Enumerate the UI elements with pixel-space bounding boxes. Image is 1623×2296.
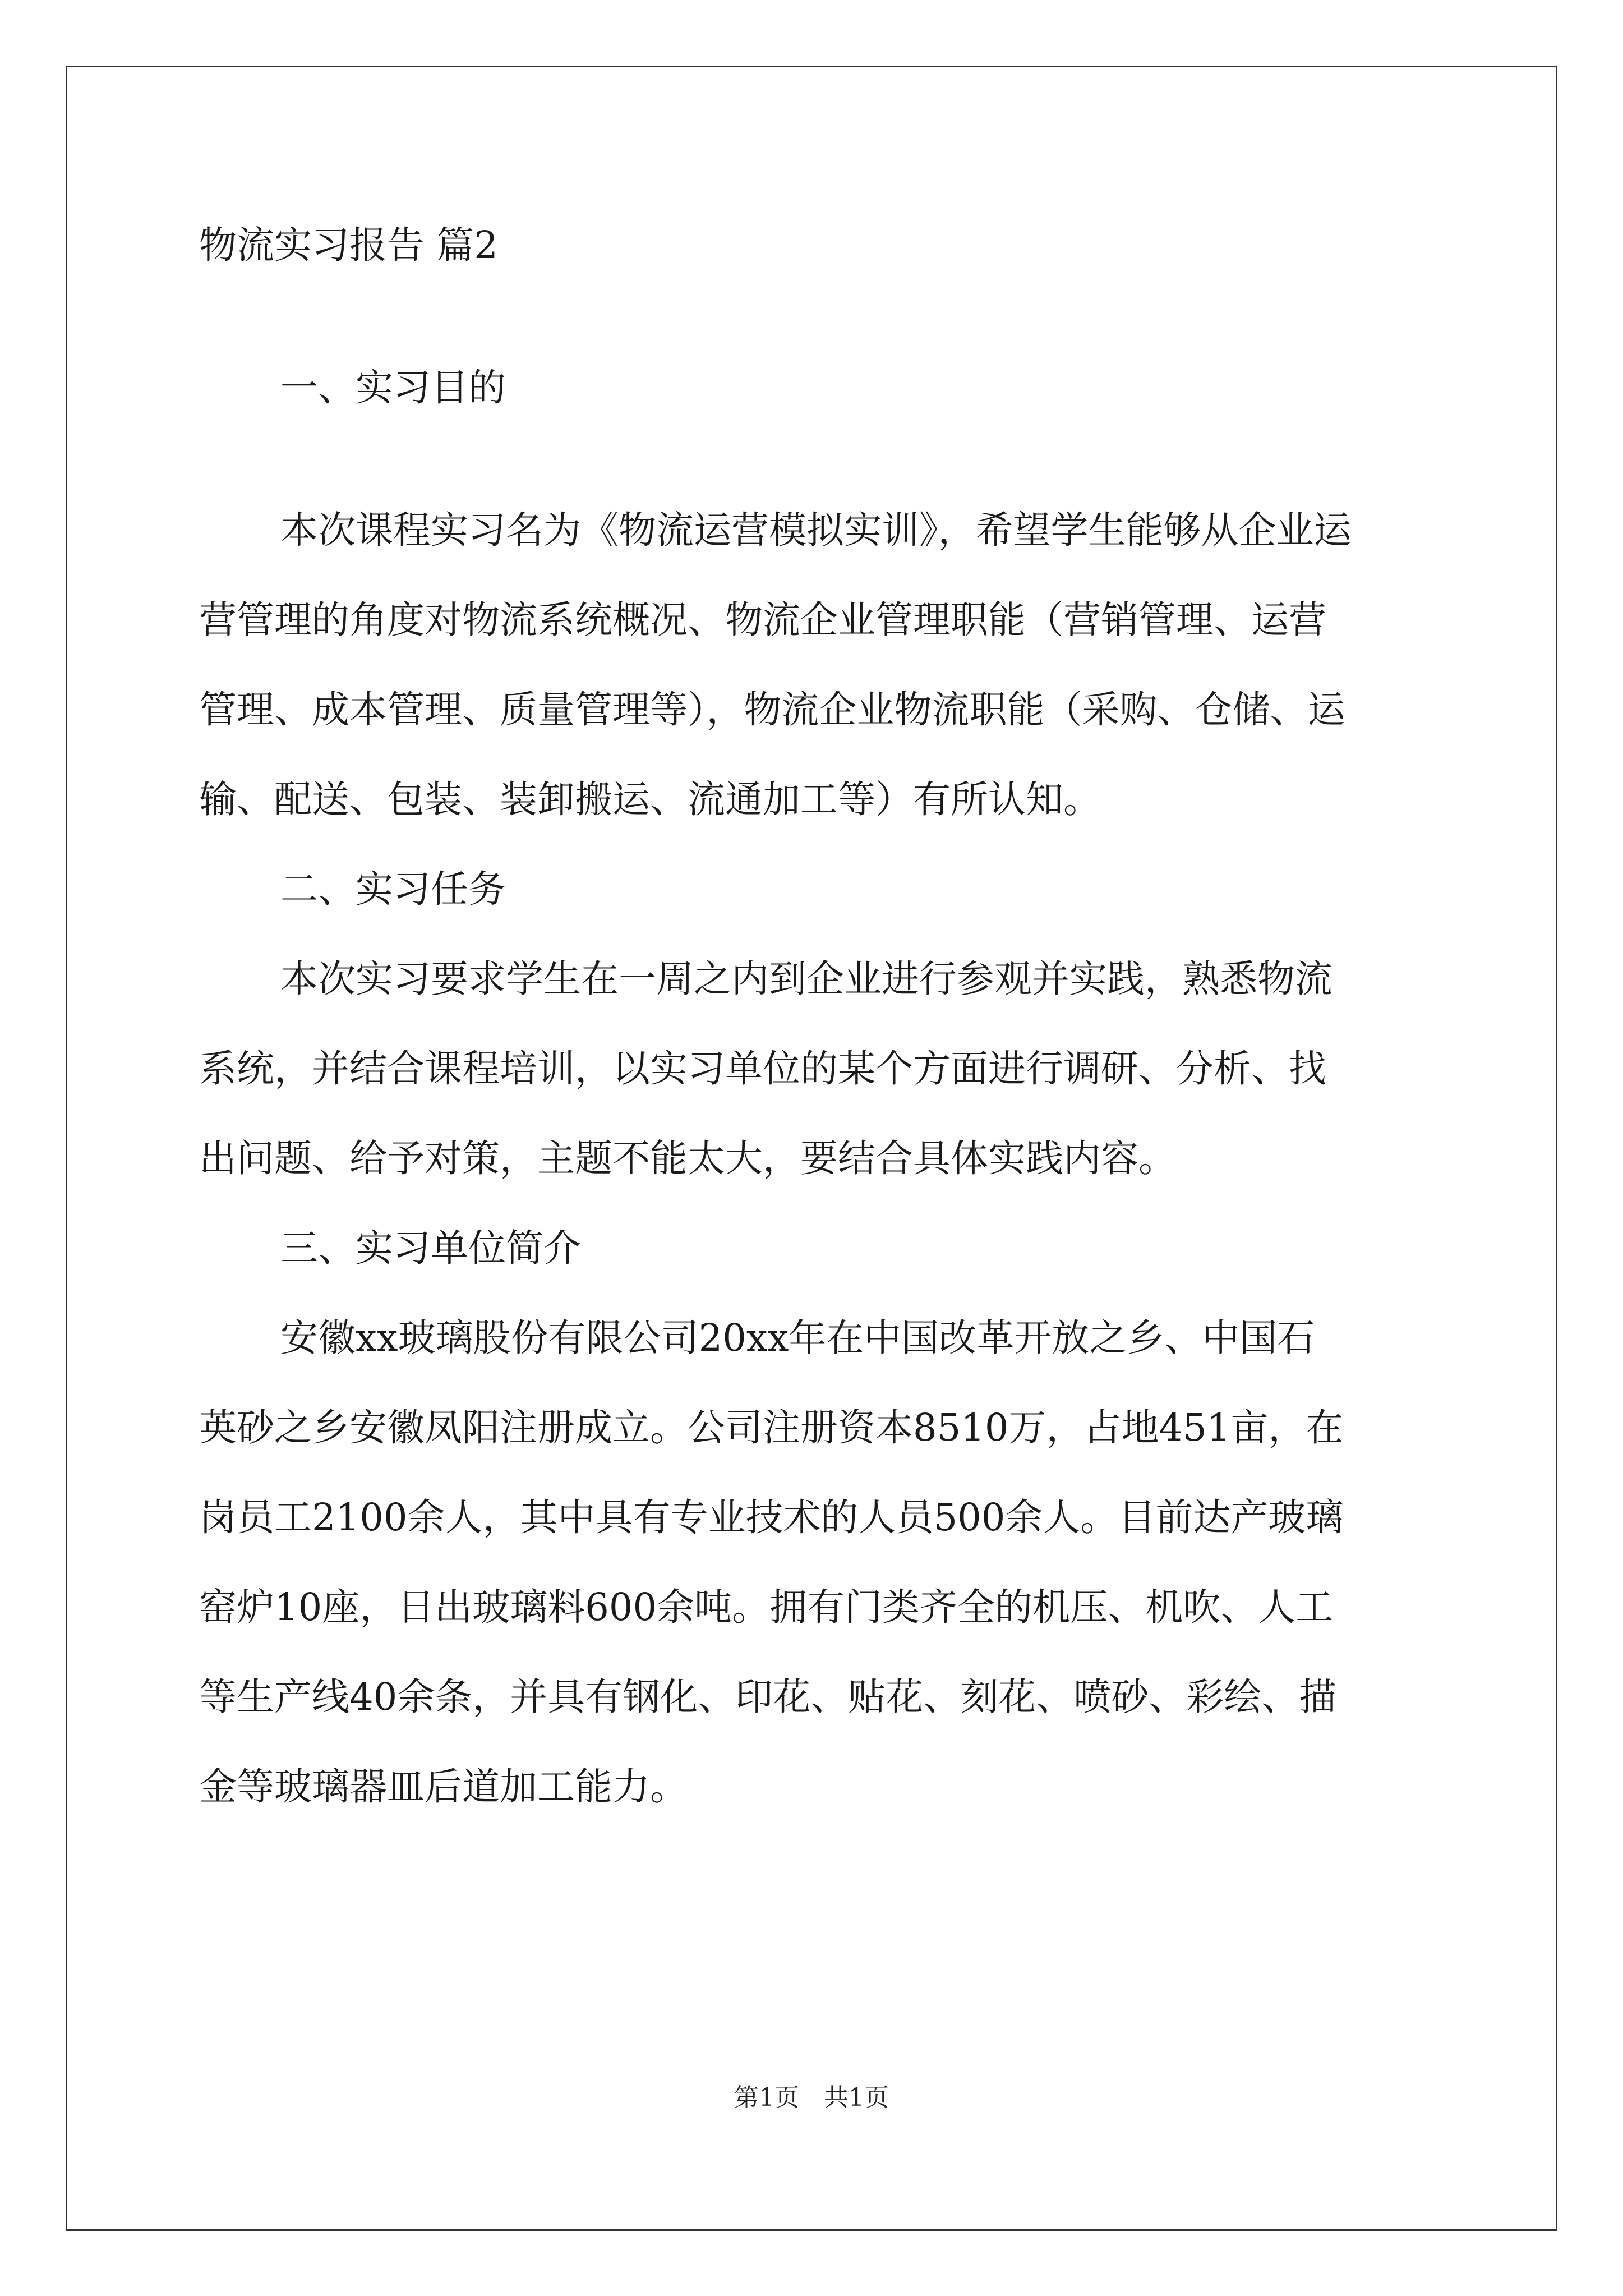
section-paragraph <box>199 950 1427 1188</box>
document-title: 物流实习报告 篇2 <box>199 223 498 267</box>
paragraph-line: 出问题、给予对策，主题不能太大，要结合具体实践内容。 <box>199 1137 1176 1180</box>
page-footer: 第1页 共1页 <box>734 2083 889 2112</box>
section-paragraph <box>199 1309 1427 1816</box>
paragraph-line: 本次实习要求学生在一周之内到企业进行参观并实践，熟悉物流 <box>280 957 1332 1001</box>
paragraph-line: 等生产线40余条，并具有钢化、印花、贴花、刻花、喷砂、彩绘、描 <box>199 1675 1337 1719</box>
paragraph-line: 安徽xx玻璃股份有限公司20xx年在中国改革开放之乡、中国石 <box>280 1316 1315 1360</box>
section-heading: 一、实习目的 <box>280 366 506 409</box>
paragraph-line: 本次课程实习名为《物流运营模拟实训》，希望学生能够从企业运 <box>280 508 1352 552</box>
paragraph-line: 窑炉10座，日出玻璃料600余吨。拥有门类齐全的机压、机吹、人工 <box>199 1585 1334 1629</box>
paragraph-line: 管理、成本管理、质量管理等），物流企业物流职能（采购、仓储、运 <box>199 688 1345 731</box>
paragraph-line: 输、配送、包装、装卸搬运、流通加工等）有所认知。 <box>199 777 1101 821</box>
document-body <box>199 216 1427 1816</box>
paragraph-line: 英砂之乡安徽凤阳注册成立。公司注册资本8510万，占地451亩，在 <box>199 1406 1344 1450</box>
paragraph-line: 营管理的角度对物流系统概况、物流企业管理职能（营销管理、运营 <box>199 598 1326 642</box>
section-paragraph <box>199 501 1427 829</box>
section-heading: 二、实习任务 <box>280 867 506 911</box>
paragraph-line: 系统，并结合课程培训，以实习单位的某个方面进行调研、分析、找 <box>199 1047 1326 1091</box>
section-heading: 三、实习单位简介 <box>280 1226 581 1270</box>
paragraph-line: 金等玻璃器皿后道加工能力。 <box>199 1765 688 1809</box>
paragraph-line: 岗员工2100余人，其中具有专业技术的人员500余人。目前达产玻璃 <box>199 1496 1344 1539</box>
